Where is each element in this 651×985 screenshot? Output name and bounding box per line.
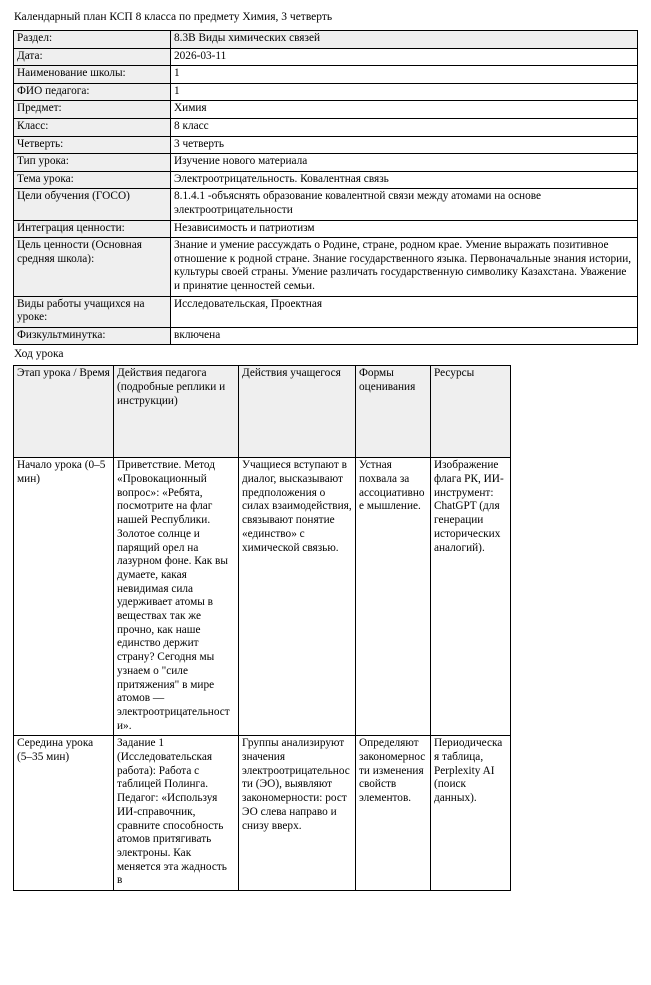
cell-student-actions: Группы анализируют значения электроотрицательности (ЭО), выявляют закономерности: рост ЭО слева направо и снизу вверх. bbox=[239, 736, 356, 891]
info-key: Наименование школы: bbox=[14, 66, 171, 84]
info-key: Виды работы учащихся на уроке: bbox=[14, 296, 171, 327]
info-key: Раздел: bbox=[14, 31, 171, 49]
info-value: 8.1.4.1 -объяснять образование ковалентной связи между атомами на основе электроотрицательности bbox=[171, 189, 638, 220]
info-key: Четверть: bbox=[14, 136, 171, 154]
info-key: Тип урока: bbox=[14, 154, 171, 172]
info-value: 3 четверть bbox=[171, 136, 638, 154]
cell-assessment: Определяют закономерности изменения свойств элементов. bbox=[356, 736, 431, 891]
table-row bbox=[14, 48, 638, 66]
table-row bbox=[14, 458, 511, 736]
info-value: 1 bbox=[171, 83, 638, 101]
info-value: 1 bbox=[171, 66, 638, 84]
info-value: Знание и умение рассуждать о Родине, стране, родном крае. Умение выражать позитивное отношение к родной стране. Знание государственного языка. Первоначальные знания истории, культуры своей страны. Умение различать государственную символику Казахстана. Уважение и принятие ценностей семьи. bbox=[171, 238, 638, 296]
info-value: 2026-03-11 bbox=[171, 48, 638, 66]
column-header-teacher-actions: Действия педагога (подробные реплики и инструкции) bbox=[114, 366, 239, 458]
course-table-body bbox=[14, 458, 511, 891]
table-row bbox=[14, 238, 638, 296]
info-value: Электроотрицательность. Ковалентная связь bbox=[171, 171, 638, 189]
info-key: Цели обучения (ГОСО) bbox=[14, 189, 171, 220]
cell-resources: Периодическая таблица, Perplexity AI (поиск данных). bbox=[431, 736, 511, 891]
column-header-resources: Ресурсы bbox=[431, 366, 511, 458]
info-value: Исследовательская, Проектная bbox=[171, 296, 638, 327]
cell-teacher-actions: Приветствие. Метод «Провокационный вопрос»: «Ребята, посмотрите на флаг нашей Республики. Золотое солнце и парящий орел на лазурном фоне. Как вы думаете, какая невидимая сила удерживает атомы в веществах так же прочно, как наше единство держит страну? Сегодня мы узнаем о "силе притяжения" в мире атомов — электроотрицательности». bbox=[114, 458, 239, 736]
lesson-info-body bbox=[14, 31, 638, 345]
lesson-info-table bbox=[13, 30, 638, 345]
course-table-head bbox=[14, 366, 511, 458]
lesson-course-table bbox=[13, 365, 511, 891]
info-value: Независимость и патриотизм bbox=[171, 220, 638, 238]
info-value: 8 класс bbox=[171, 118, 638, 136]
table-row bbox=[14, 154, 638, 172]
cell-teacher-actions: Задание 1 (Исследовательская работа): Работа с таблицей Полинга. Педагог: «Используя ИИ-справочник, сравните способность атомов притягивать электроны. Как меняется эта жадность в bbox=[114, 736, 239, 891]
table-row bbox=[14, 118, 638, 136]
table-row bbox=[14, 189, 638, 220]
info-value: Изучение нового материала bbox=[171, 154, 638, 172]
cell-student-actions: Учащиеся вступают в диалог, высказывают предположения о силах взаимодействия, связывают понятие «единство» с химической связью. bbox=[239, 458, 356, 736]
info-value: Химия bbox=[171, 101, 638, 119]
column-header-student-actions: Действия учащегося bbox=[239, 366, 356, 458]
info-key: Класс: bbox=[14, 118, 171, 136]
table-row bbox=[14, 101, 638, 119]
cell-stage: Середина урока (5–35 мин) bbox=[14, 736, 114, 891]
table-row bbox=[14, 171, 638, 189]
cell-resources: Изображение флага РК, ИИ-инструмент: ChatGPT (для генерации исторических аналогий). bbox=[431, 458, 511, 736]
info-key: Тема урока: bbox=[14, 171, 171, 189]
info-key: Физкультминутка: bbox=[14, 327, 171, 345]
table-row bbox=[14, 220, 638, 238]
column-header-assessment: Формы оценивания bbox=[356, 366, 431, 458]
info-key: Дата: bbox=[14, 48, 171, 66]
column-header-stage: Этап урока / Время bbox=[14, 366, 114, 458]
table-row bbox=[14, 136, 638, 154]
table-row bbox=[14, 83, 638, 101]
info-key: ФИО педагога: bbox=[14, 83, 171, 101]
cell-assessment: Устная похвала за ассоциативное мышление. bbox=[356, 458, 431, 736]
table-row bbox=[14, 296, 638, 327]
page-title: Календарный план КСП 8 класса по предмету Химия, 3 четверть bbox=[14, 11, 333, 23]
info-key: Предмет: bbox=[14, 101, 171, 119]
info-value: 8.3В Виды химических связей bbox=[171, 31, 638, 49]
info-key: Цель ценности (Основная средняя школа): bbox=[14, 238, 171, 296]
table-row bbox=[14, 327, 638, 345]
cell-stage: Начало урока (0–5 мин) bbox=[14, 458, 114, 736]
info-value: включена bbox=[171, 327, 638, 345]
table-row bbox=[14, 66, 638, 84]
table-header-row bbox=[14, 366, 511, 458]
table-row bbox=[14, 31, 638, 49]
info-key: Интеграция ценности: bbox=[14, 220, 171, 238]
table-row bbox=[14, 736, 511, 891]
course-section-label: Ход урока bbox=[14, 348, 64, 361]
